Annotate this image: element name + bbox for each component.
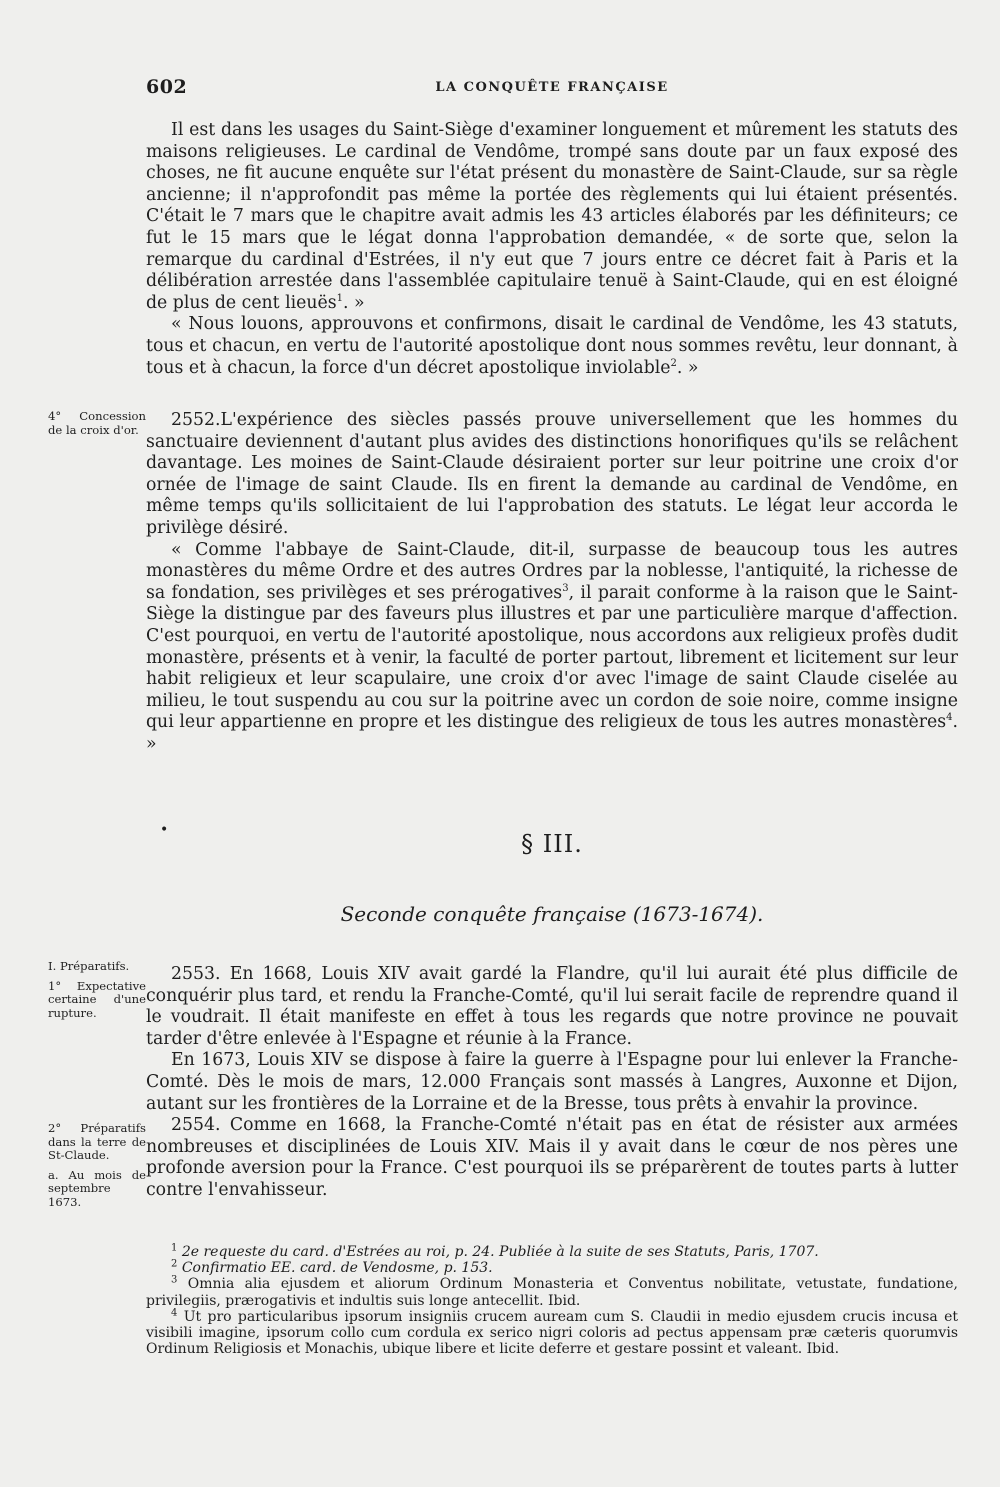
footnote-ref: 2 xyxy=(670,357,677,369)
footnote-ref: 1 xyxy=(336,292,344,304)
paragraph: « Nous louons, approuvons et confirmons, disait le cardinal de Vendôme, les 43 statuts, tous et chacun, en vertu de l'autorité apostolique dont nous sommes revêtu, leur donnant, à tous et à chacun, la force d'un décret apostolique inviolable$^2$. » xyxy=(146,314,958,378)
footnote: $^2$ Confirmatio EE. card. de Vendosme, p. 153. xyxy=(171,1258,493,1277)
paragraph: 2553. En 1668, Louis XIV avait gardé la Flandre, qu'il lui aurait été plus difficile de conquérir plus tard, et rendu la Franche-Comté, qu'il lui serait facile de reprendre quand il le voudrait. Il était manifeste en effet à tous les regards que notre province ne pouvait tarder d'être enlevée à l'Espagne et réunie à la France. xyxy=(146,964,958,1049)
footnotes xyxy=(146,1244,958,1357)
paragraph: 2552.L'expérience des siècles passés prouve universellement que les hommes du sanctuaire deviennent d'autant plus avides des distinctions honorifiques qu'ils se relâchent davantage. Les moines de Saint-Claude désiraient porter sur leur poitrine une croix d'or ornée de l'image de saint Claude. Ils en firent la demande au cardinal de Vendôme, en même temps qu'ils sollicitaient de lui l'approbation des statuts. Le légat leur accorda le privilège désiré. xyxy=(146,410,958,538)
running-title: LA CONQUÊTE FRANÇAISE xyxy=(435,80,669,95)
margin-note: 2° Préparatifs dans la terre de St-Claude. xyxy=(48,1121,146,1162)
paragraph: En 1673, Louis XIV se dispose à faire la guerre à l'Espagne pour lui enlever la Franche-Comté. Dès le mois de mars, 12.000 Français sont massés à Langres, Auxonne et Dijon, autant sur les frontières de la Lorraine et de la Bresse, tous prêts à envahir la province. xyxy=(146,1050,958,1114)
footnote: $^4$ Ut pro particularibus ipsorum insigniis crucem auream cum S. Claudii in medio ejusdem crucis incusa et visibili imagine, ipsorum collo cum cordula ex serico nigri coloris ad pectus appensam præ cæteris quorumvis Ordinum Religiosis et Monachis, ubique libere et licite deferre et gestare possint et valeant. Ibid. xyxy=(146,1307,958,1358)
footnote-ref: 3 xyxy=(562,582,569,594)
footnote: $^1$ 2e requeste du card. d'Estrées au roi, p. 24. Publiée à la suite de ses Statuts, Paris, 1707. xyxy=(171,1242,819,1260)
body-block-1 xyxy=(146,120,958,379)
section-title: § III. xyxy=(521,830,583,858)
footnote-ref: 4 xyxy=(946,712,953,724)
footnote: $^3$ Omnia alia ejusdem et aliorum Ordinum Monasteria et Conventus nobilitate, vetustate, fundatione, privilegiis, prærogativis et indultis suis longe antecellit. Ibid. xyxy=(146,1274,958,1309)
paragraph: 2554. Comme en 1668, la Franche-Comté n'était pas en état de résister aux armées nombreuses et disciplinées de Louis XIV. Mais il y avait dans le cœur de nos pères une profonde aversion pour la France. C'est pourquoi ils se préparèrent de toutes parts à lutter contre l'envahisseur. xyxy=(146,1115,958,1200)
section-mark: • xyxy=(160,822,169,838)
paragraph: Il est dans les usages du Saint-Siège d'examiner longuement et mûrement les statuts des maisons religieuses. Le cardinal de Vendôme, trompé sans doute par un faux exposé des choses, ne fit aucune enquête sur l'état présent du monastère de Saint-Claude, sur sa règle ancienne; il n'approfondit pas même la portée des règlements qui lui étaient présentés. C'était le 7 mars que le chapitre avait admis les 43 articles élaborés par les définiteurs; ce fut le 15 mars que le légat donna l'approbation demandée, « de sorte que, selon la remarque du cardinal d'Estrées, il n'y eut que 7 jours entre ce décret fait à Paris et la délibération arrestée dans l'assemblée capitulaire tenuë à Saint-Claude, qui en est éloigné de plus de cent lieuës$^1$. » xyxy=(146,120,958,313)
margin-note: a. Au mois de septembre 1673. xyxy=(48,1167,146,1209)
section-subtitle: Seconde conquête française (1673-1674). xyxy=(340,902,764,926)
margin-notes-2 xyxy=(48,960,146,1026)
body-block-3 xyxy=(146,964,958,1202)
margin-notes-1 xyxy=(48,410,146,443)
paragraph: « Comme l'abbaye de Saint-Claude, dit-il, surpasse de beaucoup tous les autres monastères du même Ordre et des autres Ordres par la noblesse, l'antiquité, la richesse de sa fondation, ses privilèges et ses prérogatives$^3$, il parait conforme à la raison que le Saint-Siège la distingue par des faveurs plus illustres et par une particulière marque d'affection. C'est pourquoi, en vertu de l'autorité apostolique, nous accordons aux religieux profès dudit monastère, présents et à venir, la faculté de porter partout, librement et licitement sur leur habit religieux et leur scapulaire, une croix d'or avec l'image de saint Claude ciselée au milieu, le tout suspendu au cou sur la poitrine avec un cordon de soie noire, comme insigne qui leur appartienne en propre et les distingue des religieux de tous les autres monastères$^4$. » xyxy=(146,539,958,754)
page-number: 602 xyxy=(146,76,188,98)
margin-notes-3 xyxy=(48,1122,146,1215)
body-block-2 xyxy=(146,410,958,756)
page-header xyxy=(146,76,958,100)
margin-note: I. Préparatifs. xyxy=(48,959,130,973)
margin-note: 1° Expectative certaine d'une rupture. xyxy=(48,978,146,1020)
margin-note: 4° Concession de la croix d'or. xyxy=(48,409,146,437)
